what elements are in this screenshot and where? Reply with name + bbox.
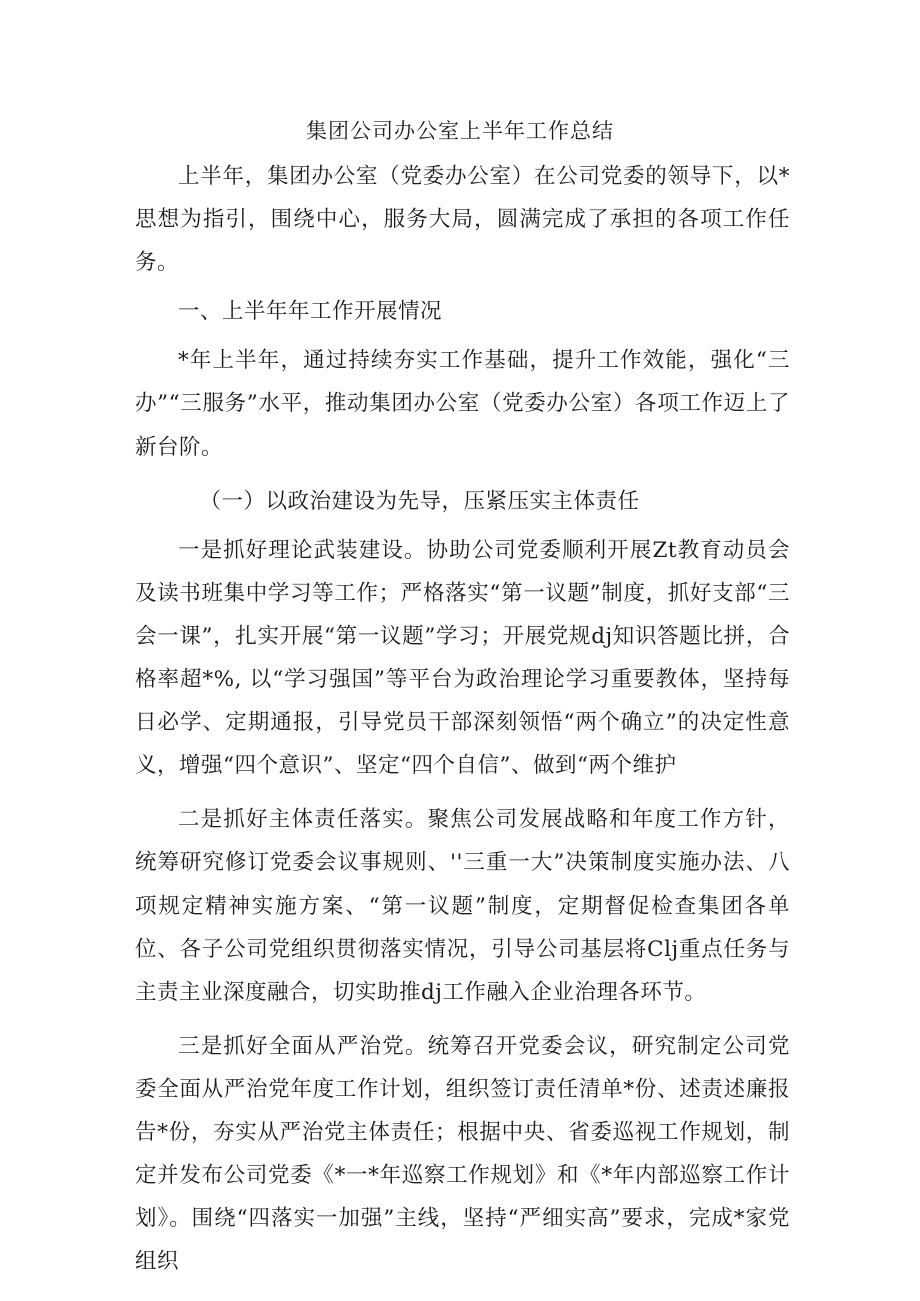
section-intro-paragraph: *年上半年，通过持续夯实工作基础，提升工作效能，强化“三办”“三服务”水平，推动集团办公室（党委办公室）各项工作迈上了新台阶。	[135, 348, 790, 460]
paragraph-responsibility: 二是抓好主体责任落实。聚焦公司发展战略和年度工作方针，统筹研究修订党委会议事规则、''三重一大”决策制度实施办法、八项规定精神实施方案、“第一议题”制度，定期督促检查集团各单位、各子公司党组织贯彻落实情况，引导公司基层将Clj重点任务与主责主业深度融合，切实助推dj工作融入企业治理各环节。	[135, 807, 790, 1005]
subsection-heading: （一）以政治建设为先导，压紧压实主体责任	[199, 488, 640, 514]
document-title: 集团公司办公室上半年工作总结	[306, 119, 614, 143]
document-body	[135, 155, 790, 1283]
paragraph-theory-building: 一是抓好理论武装建设。协助公司党委顺利开展Zt教育动员会及读书班集中学习等工作；严格落实“第一议题”制度，抓好支部“三会一课”，扎实开展“第一议题”学习；开展党规dj知识答题比拼，合格率超*%, 以“学习强国”等平台为政治理论学习重要教体，坚持每日必学、定期通报，引导党员干部深刻领悟“两个确立”的决定性意义，增强“四个意识”、坚定“四个自信”、做到“两个维护	[135, 537, 790, 779]
section-heading: 一、上半年年工作开展情况	[178, 299, 443, 325]
intro-paragraph: 上半年，集团办公室（党委办公室）在公司党委的领导下，以*思想为指引，围绕中心，服务大局，圆满完成了承担的各项工作任务。	[135, 164, 790, 276]
paragraph-strict-governance: 三是抓好全面从严治党。统筹召开党委会议，研究制定公司党委全面从严治党年度工作计划，组织签订责任清单*份、述责述廉报告*份，夯实从严治党主体责任；根据中央、省委巡视工作规划，制定并发布公司党委《*一*年巡察工作规划》和《*年内部巡察工作计划》。围绕“四落实一加强”主线，坚持“严细实高”要求，完成*家党组织	[135, 1033, 790, 1275]
